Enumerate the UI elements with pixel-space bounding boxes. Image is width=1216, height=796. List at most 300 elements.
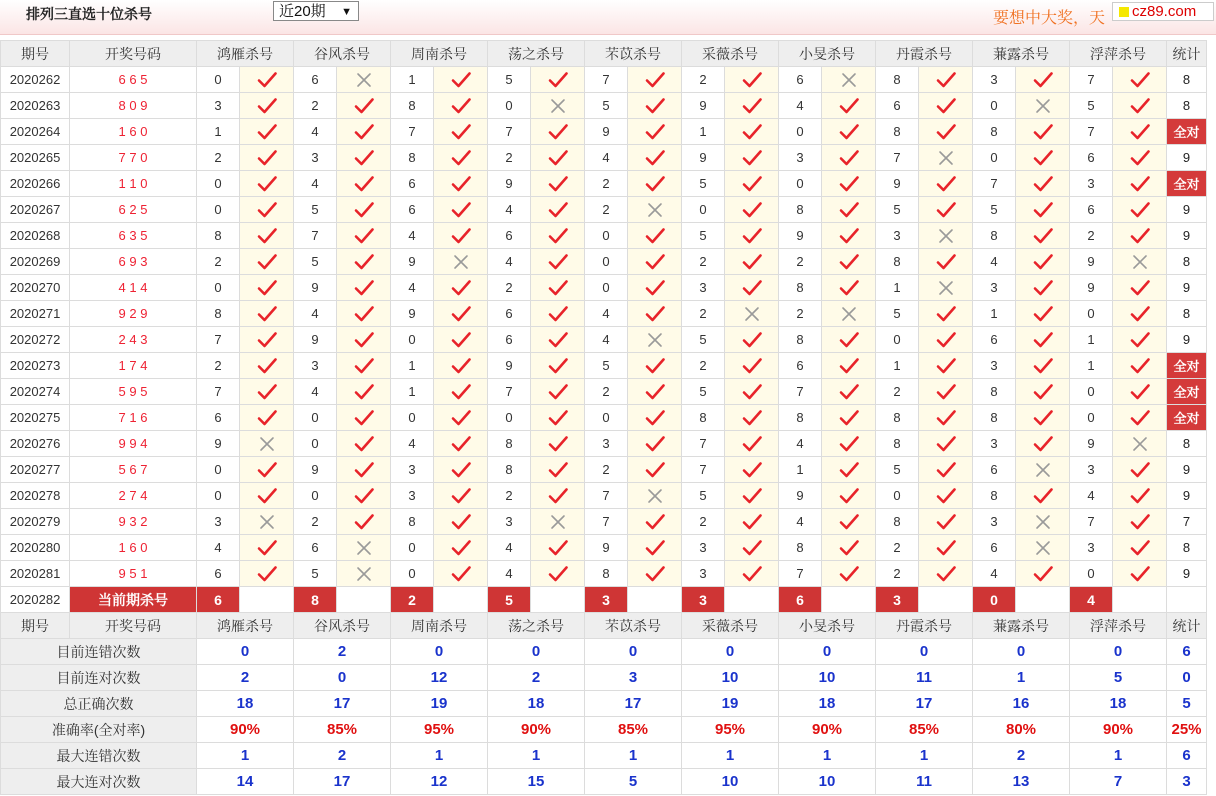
result-mark-cell [822,561,876,587]
result-mark-cell [919,223,973,249]
kill-number-cell: 8 [197,223,240,249]
check-icon [1129,487,1151,505]
check-icon [644,409,666,427]
draw-number-cell: 1 7 4 [70,353,197,379]
check-icon [1032,149,1054,167]
stats-value: 19 [682,691,779,717]
kill-number-cell: 0 [1070,561,1113,587]
check-icon [547,435,569,453]
result-mark-cell [240,535,294,561]
cross-icon [353,565,375,583]
stats-value: 0 [973,639,1070,665]
result-mark-cell [337,275,391,301]
cross-icon [935,279,957,297]
result-mark-cell [919,171,973,197]
cross-icon [741,305,763,323]
total-count-cell: 9 [1167,197,1207,223]
result-mark-cell [434,405,488,431]
check-icon [450,305,472,323]
cross-icon [353,71,375,89]
table-row [1,93,1207,119]
kill-number-cell: 8 [391,509,434,535]
check-icon [450,97,472,115]
result-mark-cell [337,119,391,145]
draw-number-cell: 5 6 7 [70,457,197,483]
result-mark-cell [725,249,779,275]
kill-number-cell: 2 [585,171,628,197]
result-mark-cell [337,171,391,197]
kill-number-cell: 5 [682,223,725,249]
total-count-cell: 8 [1167,431,1207,457]
kill-number-cell: 2 [779,249,822,275]
stats-value: 1 [197,743,294,769]
table-row [1,301,1207,327]
all-correct-badge: 全对 [1167,379,1207,405]
stats-value: 7 [1070,769,1167,795]
kill-number-cell: 0 [391,561,434,587]
total-count-cell: 8 [1167,93,1207,119]
check-icon [935,123,957,141]
period-cell: 2020281 [1,561,70,587]
check-icon [547,279,569,297]
kill-number-cell: 3 [197,509,240,535]
stats-value: 0 [682,639,779,665]
result-mark-cell [628,119,682,145]
current-empty-cell [919,587,973,613]
kill-number-cell: 4 [585,301,628,327]
kill-number-cell: 6 [294,535,337,561]
period-cell: 2020269 [1,249,70,275]
result-mark-cell [531,93,585,119]
kill-number-cell: 8 [779,275,822,301]
result-mark-cell [822,93,876,119]
current-kill-number: 8 [294,587,337,613]
check-icon [353,331,375,349]
cross-icon [1032,461,1054,479]
kill-number-cell: 4 [1070,483,1113,509]
check-icon [644,461,666,479]
col-header-expert: 小旻杀号 [779,613,876,639]
total-count-cell: 9 [1167,275,1207,301]
check-icon [547,253,569,271]
total-count-cell: 9 [1167,483,1207,509]
check-icon [1129,357,1151,375]
check-icon [935,539,957,557]
check-icon [353,253,375,271]
result-mark-cell [1113,405,1167,431]
stats-value: 18 [779,691,876,717]
stats-total: 3 [1167,769,1207,795]
period-cell: 2020273 [1,353,70,379]
total-count-cell: 9 [1167,223,1207,249]
kill-number-cell: 8 [779,405,822,431]
kill-number-cell: 3 [294,353,337,379]
kill-number-cell: 3 [973,67,1016,93]
stats-value: 19 [391,691,488,717]
result-mark-cell [240,457,294,483]
check-icon [450,539,472,557]
result-mark-cell [337,509,391,535]
result-mark-cell [337,483,391,509]
result-mark-cell [628,327,682,353]
kill-number-cell: 5 [294,197,337,223]
check-icon [741,435,763,453]
col-header-expert: 鸿雁杀号 [197,613,294,639]
kill-number-cell: 0 [973,145,1016,171]
result-mark-cell [531,171,585,197]
check-icon [838,435,860,453]
check-icon [547,227,569,245]
kill-number-cell: 7 [973,171,1016,197]
kill-number-cell: 2 [682,353,725,379]
kill-number-cell: 7 [779,379,822,405]
stats-value: 1 [876,743,973,769]
kill-number-cell: 9 [779,223,822,249]
kill-number-cell: 2 [682,301,725,327]
table-row [1,327,1207,353]
result-mark-cell [531,353,585,379]
check-icon [256,461,278,479]
result-mark-cell [337,431,391,457]
kill-number-cell: 6 [1070,145,1113,171]
result-mark-cell [822,249,876,275]
result-mark-cell [240,483,294,509]
slogan-text: 要想中大奖，天 [993,10,1106,27]
stats-value: 12 [391,665,488,691]
result-mark-cell [337,353,391,379]
cross-icon [547,97,569,115]
total-count-cell: 9 [1167,327,1207,353]
period-cell: 2020263 [1,93,70,119]
check-icon [935,409,957,427]
draw-number-cell: 5 9 5 [70,379,197,405]
kill-number-cell: 0 [1070,379,1113,405]
check-icon [644,123,666,141]
check-icon [256,539,278,557]
kill-number-cell: 4 [391,275,434,301]
kill-number-cell: 2 [682,249,725,275]
result-mark-cell [240,275,294,301]
kill-number-cell: 5 [488,67,531,93]
kill-number-cell: 5 [1070,93,1113,119]
stats-value: 15 [488,769,585,795]
kill-number-cell: 2 [197,145,240,171]
check-icon [353,227,375,245]
kill-number-cell: 5 [585,353,628,379]
check-icon [353,201,375,219]
result-mark-cell [628,171,682,197]
kill-number-cell: 8 [779,197,822,223]
result-mark-cell [531,301,585,327]
check-icon [838,227,860,245]
check-icon [935,331,957,349]
result-mark-cell [1113,379,1167,405]
result-mark-cell [240,119,294,145]
result-mark-cell [919,431,973,457]
stats-value: 10 [682,769,779,795]
current-kill-number: 4 [1070,587,1113,613]
kill-number-cell: 4 [391,431,434,457]
check-icon [1032,175,1054,193]
col-header-expert: 浮萍杀号 [1070,41,1167,67]
stats-value: 10 [779,665,876,691]
kill-number-cell: 8 [391,93,434,119]
check-icon [741,539,763,557]
check-icon [644,383,666,401]
total-count-cell: 8 [1167,67,1207,93]
check-icon [741,253,763,271]
result-mark-cell [1113,93,1167,119]
result-mark-cell [434,353,488,379]
check-icon [1129,513,1151,531]
check-icon [547,539,569,557]
check-icon [547,123,569,141]
cross-icon [935,149,957,167]
result-mark-cell [240,249,294,275]
stats-value: 10 [682,665,779,691]
kill-number-cell: 5 [294,249,337,275]
result-mark-cell [1113,171,1167,197]
kill-number-cell: 9 [876,171,919,197]
check-icon [353,383,375,401]
table-row [1,561,1207,587]
stats-row [1,743,1207,769]
current-empty-cell [628,587,682,613]
result-mark-cell [919,145,973,171]
result-mark-cell [919,327,973,353]
check-icon [1129,149,1151,167]
draw-number-cell: 6 6 5 [70,67,197,93]
kill-number-cell: 4 [294,379,337,405]
result-mark-cell [628,67,682,93]
check-icon [450,435,472,453]
result-mark-cell [725,405,779,431]
result-mark-cell [1016,275,1070,301]
kill-number-cell: 4 [779,93,822,119]
check-icon [935,97,957,115]
kill-number-cell: 4 [391,223,434,249]
check-icon [1032,409,1054,427]
kill-number-cell: 0 [391,535,434,561]
draw-number-cell: 8 0 9 [70,93,197,119]
stats-value: 2 [294,743,391,769]
check-icon [353,513,375,531]
stats-value: 3 [585,665,682,691]
result-mark-cell [531,457,585,483]
result-mark-cell [434,171,488,197]
check-icon [838,565,860,583]
stats-row [1,717,1207,743]
check-icon [450,513,472,531]
kill-number-cell: 6 [1070,197,1113,223]
result-mark-cell [337,301,391,327]
stats-value: 11 [876,769,973,795]
check-icon [838,279,860,297]
check-icon [353,97,375,115]
kill-number-cell: 8 [973,119,1016,145]
col-header-expert: 蒹露杀号 [973,41,1070,67]
kill-number-cell: 5 [682,379,725,405]
stats-value: 0 [779,639,876,665]
result-mark-cell [1113,301,1167,327]
stats-value: 2 [294,639,391,665]
check-icon [838,253,860,271]
kill-number-cell: 8 [973,483,1016,509]
kill-number-cell: 5 [682,483,725,509]
result-mark-cell [337,145,391,171]
kill-number-cell: 7 [294,223,337,249]
kill-number-cell: 9 [585,119,628,145]
stats-total: 25% [1167,717,1207,743]
kill-number-cell: 1 [973,301,1016,327]
kill-number-cell: 2 [1070,223,1113,249]
kill-number-cell: 1 [876,353,919,379]
check-icon [547,331,569,349]
kill-number-cell: 5 [876,457,919,483]
result-mark-cell [1016,249,1070,275]
result-mark-cell [822,171,876,197]
check-icon [450,383,472,401]
check-icon [644,97,666,115]
col-header-expert: 荡之杀号 [488,41,585,67]
stats-value: 12 [391,769,488,795]
kill-number-cell: 2 [876,535,919,561]
site-logo[interactable] [1112,2,1214,21]
result-mark-cell [240,327,294,353]
kill-number-cell: 8 [876,249,919,275]
check-icon [450,123,472,141]
kill-number-cell: 8 [876,119,919,145]
result-mark-cell [1016,67,1070,93]
current-empty-cell [1016,587,1070,613]
period-select[interactable] [273,1,359,21]
result-mark-cell [337,327,391,353]
check-icon [450,357,472,375]
draw-number-cell: 1 6 0 [70,119,197,145]
table-row [1,431,1207,457]
result-mark-cell [822,145,876,171]
kill-number-cell: 0 [197,275,240,301]
kill-number-cell: 3 [197,93,240,119]
check-icon [741,383,763,401]
total-count-cell: 9 [1167,457,1207,483]
kill-number-cell: 1 [197,119,240,145]
col-header-total: 统计 [1167,613,1207,639]
period-cell: 2020271 [1,301,70,327]
result-mark-cell [434,327,488,353]
all-correct-badge: 全对 [1167,405,1207,431]
current-empty-cell [337,587,391,613]
col-header-expert: 荡之杀号 [488,613,585,639]
total-count-cell: 9 [1167,145,1207,171]
stats-row [1,691,1207,717]
kill-number-cell: 3 [391,457,434,483]
stats-value: 10 [779,769,876,795]
period-cell: 2020278 [1,483,70,509]
kill-number-cell: 0 [197,171,240,197]
current-kill-number: 3 [876,587,919,613]
check-icon [1129,97,1151,115]
stats-value: 90% [1070,717,1167,743]
check-icon [1032,435,1054,453]
kill-number-cell: 0 [585,249,628,275]
check-icon [450,201,472,219]
current-empty-cell [725,587,779,613]
kill-number-cell: 7 [197,379,240,405]
kill-number-cell: 4 [488,535,531,561]
result-mark-cell [725,275,779,301]
result-mark-cell [337,93,391,119]
result-mark-cell [1016,145,1070,171]
current-total-cell [1167,587,1207,613]
kill-number-cell: 5 [585,93,628,119]
kill-number-cell: 0 [779,171,822,197]
result-mark-cell [725,93,779,119]
stats-value: 2 [197,665,294,691]
result-mark-cell [628,483,682,509]
check-icon [644,565,666,583]
kill-number-cell: 0 [197,457,240,483]
result-mark-cell [822,379,876,405]
kill-number-cell: 3 [585,431,628,457]
result-mark-cell [919,249,973,275]
check-icon [1032,123,1054,141]
kill-number-cell: 0 [585,405,628,431]
kill-number-cell: 7 [585,67,628,93]
stats-value: 95% [682,717,779,743]
result-mark-cell [822,405,876,431]
result-mark-cell [1113,509,1167,535]
check-icon [256,305,278,323]
check-icon [450,487,472,505]
check-icon [256,357,278,375]
result-mark-cell [1016,301,1070,327]
check-icon [256,123,278,141]
stats-value: 17 [585,691,682,717]
kill-number-cell: 1 [779,457,822,483]
result-mark-cell [531,67,585,93]
table-row [1,223,1207,249]
result-mark-cell [822,197,876,223]
result-mark-cell [1113,223,1167,249]
cross-icon [1129,435,1151,453]
result-mark-cell [434,67,488,93]
draw-number-cell: 1 6 0 [70,535,197,561]
result-mark-cell [725,171,779,197]
table-row [1,119,1207,145]
kill-number-cell: 3 [973,275,1016,301]
check-icon [256,383,278,401]
cross-icon [1032,97,1054,115]
result-mark-cell [434,223,488,249]
current-empty-cell [822,587,876,613]
draw-number-cell: 1 1 0 [70,171,197,197]
stats-value: 0 [391,639,488,665]
all-correct-badge: 全对 [1167,119,1207,145]
check-icon [935,565,957,583]
check-icon [644,305,666,323]
check-icon [1032,331,1054,349]
stats-value: 85% [585,717,682,743]
result-mark-cell [240,93,294,119]
stats-value: 14 [197,769,294,795]
kill-number-cell: 7 [1070,119,1113,145]
table-row [1,457,1207,483]
col-header-expert: 丹霞杀号 [876,41,973,67]
cross-icon [450,253,472,271]
current-kill-number: 0 [973,587,1016,613]
draw-number-cell: 4 1 4 [70,275,197,301]
